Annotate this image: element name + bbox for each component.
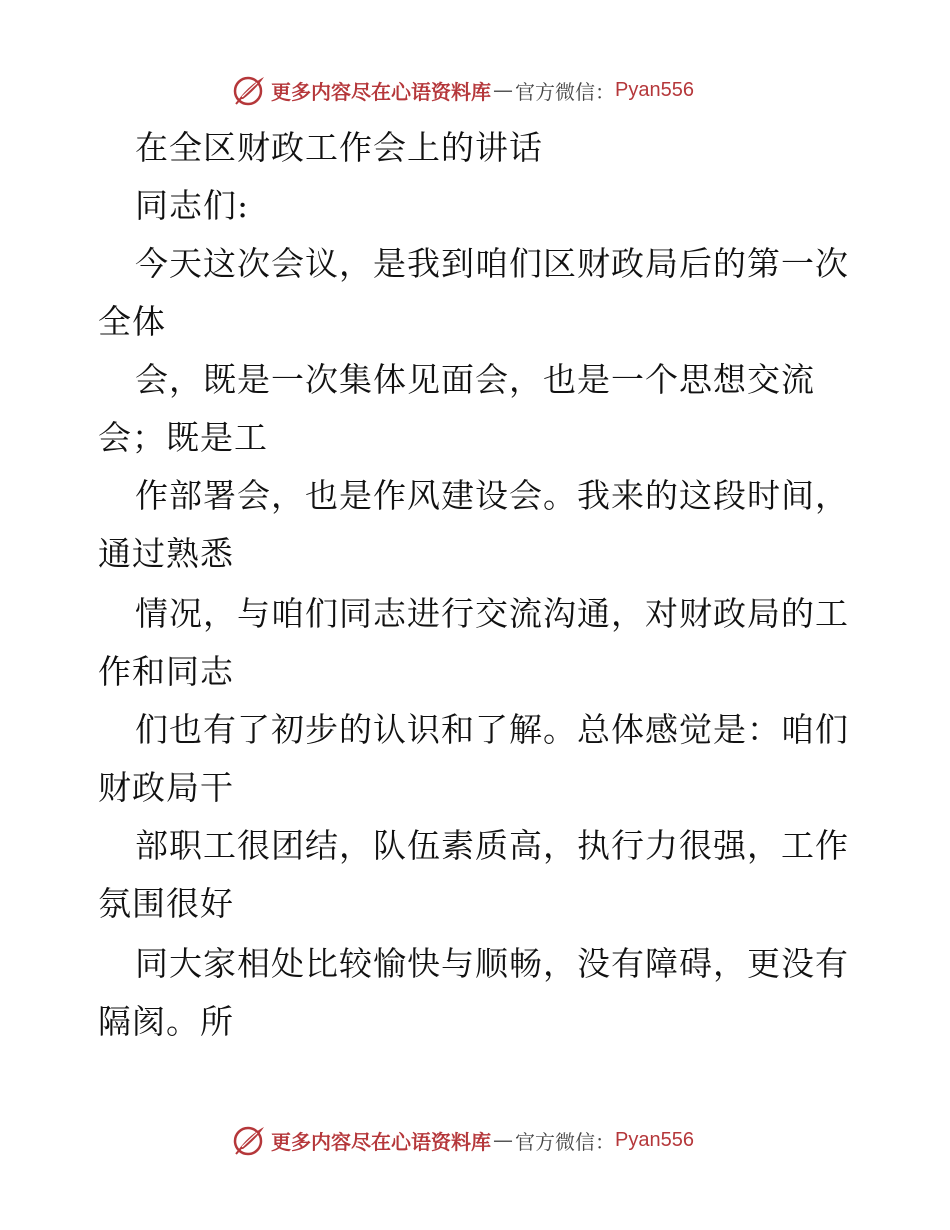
- quill-pen-logo-icon: [233, 1123, 267, 1157]
- banner-official-label: 官方微信：: [515, 79, 615, 104]
- text-line: 会；既是工: [98, 418, 268, 457]
- quill-pen-logo-icon: [233, 73, 267, 107]
- text-line: 财政局干: [98, 768, 234, 807]
- banner-dash: —: [493, 78, 513, 102]
- text-line: 氛围很好: [98, 884, 234, 923]
- banner-dash: —: [493, 1128, 513, 1152]
- footer-banner: [233, 1122, 694, 1158]
- text-line: 同大家相处比较愉快与顺畅，没有障碍，更没有: [135, 944, 849, 983]
- document-title: 在全区财政工作会上的讲话: [135, 128, 543, 167]
- text-line: 们也有了初步的认识和了解。总体感觉是：咱们: [135, 710, 849, 749]
- text-line: 会，既是一次集体见面会，也是一个思想交流: [135, 360, 815, 399]
- banner-wechat-id: Pyan556: [615, 78, 694, 101]
- banner-official-label: 官方微信：: [515, 1129, 615, 1154]
- text-line: 今天这次会议，是我到咱们区财政局后的第一次: [135, 244, 849, 283]
- banner-wechat-id: Pyan556: [615, 1128, 694, 1151]
- text-line: 作部署会，也是作风建设会。我来的这段时间，: [135, 476, 849, 515]
- text-line: 情况，与咱们同志进行交流沟通，对财政局的工: [135, 594, 849, 633]
- salutation: 同志们:: [135, 186, 250, 225]
- text-line: 全体: [98, 302, 166, 341]
- text-line: 隔阂。所: [98, 1002, 234, 1041]
- banner-slogan: 更多内容尽在心语资料库: [271, 1129, 491, 1154]
- banner-slogan: 更多内容尽在心语资料库: [271, 79, 491, 104]
- header-banner: [233, 72, 694, 108]
- text-line: 通过熟悉: [98, 534, 234, 573]
- text-line: 部职工很团结，队伍素质高，执行力很强，工作: [135, 826, 849, 865]
- text-line: 作和同志: [98, 652, 234, 691]
